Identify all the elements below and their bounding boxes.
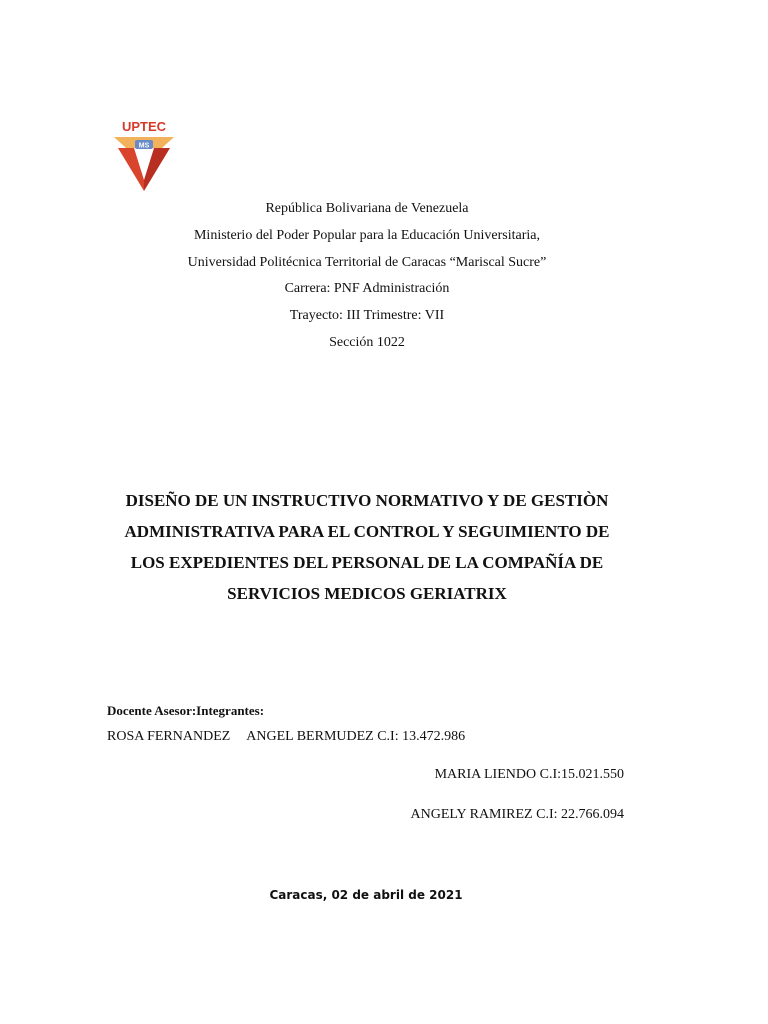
uptec-logo [108,118,180,194]
member-1: ANGEL BERMUDEZ C.I: 13.472.986 [246,729,466,744]
member-3: ANGELY RAMIREZ C.I: 22.766.094 [410,807,624,822]
advisor-and-member-line [107,729,465,745]
logo-badge-text: MS [138,142,150,150]
advisor-name: ROSA FERNANDEZ [107,729,231,744]
document-date: Caracas, 02 de abril de 2021 [269,888,463,902]
logo-text: UPTEC [121,119,167,134]
title-line-3: LOS EXPEDIENTES DEL PERSONAL DE LA COMPAÑÍA DE [130,553,604,572]
country-line: República Bolivariana de Venezuela [265,201,469,216]
uptec-logo-mark [108,118,180,194]
title-line-1: DISEÑO DE UN INSTRUCTIVO NORMATIVO Y DE GESTIÒN [125,491,609,510]
institution-header [0,196,734,357]
career-line: Carrera: PNF Administración [284,281,450,297]
title-line-2: ADMINISTRATIVA PARA EL CONTROL Y SEGUIMIENTO DE [124,522,610,541]
ministry-line: Ministerio del Poder Popular para la Educación Universitaria, [193,227,540,243]
team-heading: Docente Asesor:Integrantes: [107,703,265,718]
term-line: Trayecto: III Trimestre: VII [289,308,445,324]
title-line-4: SERVICIOS MEDICOS GERIATRIX [227,584,507,603]
university-line: Universidad Politécnica Territorial de Caracas “Mariscal Sucre” [187,254,547,270]
member-2: MARIA LIENDO C.I:15.021.550 [434,767,624,782]
document-title [96,485,638,609]
section-line: Sección 1022 [329,334,405,350]
